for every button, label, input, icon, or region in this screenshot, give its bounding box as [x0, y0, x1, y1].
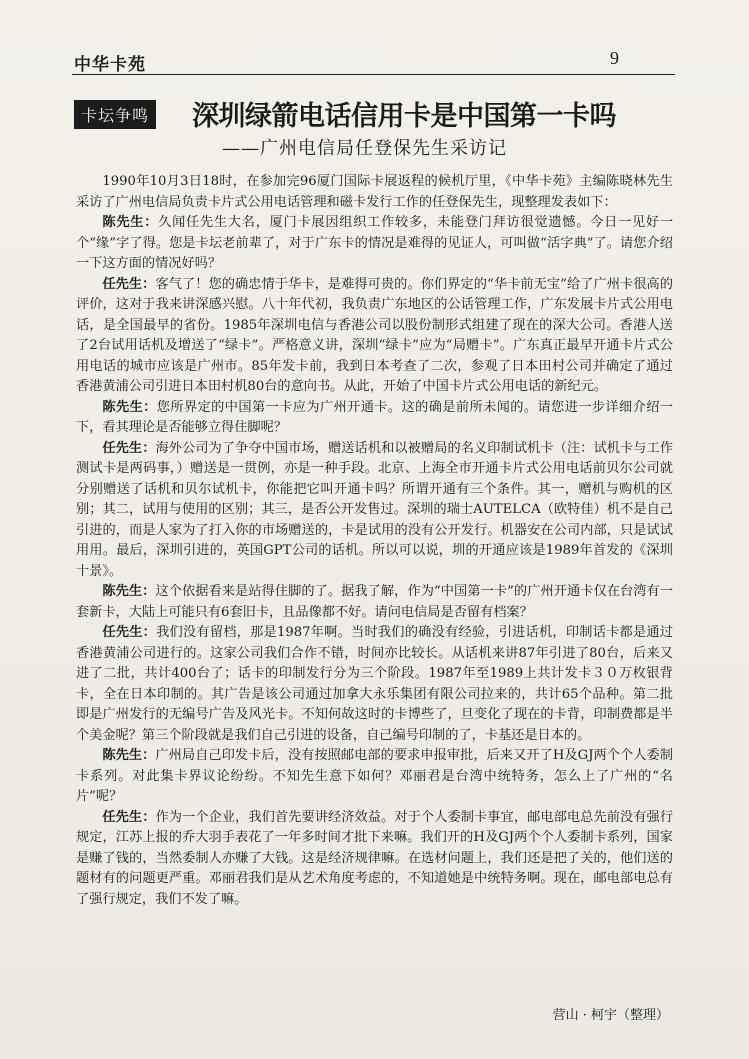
speaker-label: 任先生： — [102, 809, 156, 825]
article-title: 深圳绿箭电话信用卡是中国第一卡吗 — [192, 101, 616, 132]
paragraph-text: 客气了！您的确忠情于华卡，是难得可贵的。你们界定的“华卡前无宝”给了广州卡很高的评价，这对于我来讲深感兴慰。八十年代初，我负责广东地区的公话管理工作，广东发展卡片式公用电话，是全国最早的省份。1985年深圳电信与香港公司以股份制形式组建了现在的深大公司。香港人送了2台试用话机及增送了“绿卡”。严格意义讲，深圳“绿卡”应为“局赠卡”。广东真正最早开通卡片式公用电话的城市应该是广州市。85年发卡前，我到日本考查了二次，参观了日本田村公司并确定了通过香港黄浦公司引进日本田村机80台的意向书。从此，开始了中国卡片式公用电话的新纪元。 — [76, 276, 674, 394]
paragraph — [76, 275, 673, 398]
speaker-label: 陈先生： — [102, 215, 159, 230]
speaker-label: 陈先生： — [102, 399, 157, 415]
speaker-label: 任先生： — [102, 440, 156, 456]
page-number: 9 — [610, 48, 619, 68]
paragraph — [76, 623, 673, 746]
paragraph-text: 您所界定的中国第一卡应为广州开通卡。这的确是前所未闻的。请您进一步详细介绍一下，看其理论是否能够立得住脚呢？ — [76, 399, 674, 435]
speaker-label: 陈先生： — [102, 584, 156, 599]
paragraph-text: 这个依据看来是站得住脚的了。据我了解，作为“中国第一卡”的广州开通卡仅在台湾有一套新卡，大陆上可能只有6套旧卡，且品像都不好。请问电信局是否留有档案？ — [76, 584, 674, 620]
paragraph-text: 久闻任先生大名，厦门卡展因组织工作较多，未能登门拜访很觉遗憾。今日一见好一个“缘”字了得。您是卡坛老前辈了，对于广东卡的情况是难得的见证人，可叫做“活字典”了。请您介绍一下这方面的情况好吗？ — [76, 215, 674, 271]
page-header — [72, 48, 675, 75]
paragraph-text: 我们没有留档，那是1987年啊。当时我们的确没有经验，引进话机，印制话卡都是通过香港黄浦公司进行的。这家公司我们合作不错，时间亦比较长。从话机来讲87年引进了80台，后来又进了二批，共计400台了；话卡的印制发行分为三个阶段。1987年至1989上共计发卡３０万枚银背卡，全在日本印制的。其广告是该公司通过加拿大永乐集团有限公司拉来的，共计65个品种。第二批即是广州发行的无编号广告及风光卡。不知何故这时的卡博些了，旦变化了现在的卡背，印制费都是半个美金呢？第三个阶段就是我们自己引进的设备，自己编号印制的了，卡基还是日本的。 — [76, 625, 674, 743]
article-body — [76, 172, 673, 910]
article-credit: 营山 · 柯宇（整理） — [552, 1008, 669, 1023]
intro-paragraph: 1990年10月3日18时，在参加完96厦门国际卡展返程的候机厅里，《中华卡苑》主编陈晓林先生采访了广州电信局负责卡片式公用电话管理和磁卡发行工作的任登保先生，现整理发表如下： — [76, 174, 673, 210]
paragraph — [76, 582, 673, 623]
paragraph — [76, 808, 673, 911]
article-title-row — [72, 94, 682, 130]
paragraph-text: 广州局自己印发卡后，没有按照邮电部的要求申报审批，后来又开了H及GJ两个个人委制卡系列。对此集卡界议论纷纷。不知先生意下如何？邓丽君是台湾中统特务，怎么上了广州的“名片”呢？ — [76, 748, 673, 804]
paragraph — [76, 746, 673, 808]
speaker-label: 任先生： — [102, 276, 156, 292]
article-subtitle: ——广州电信局任登保先生采访记 — [222, 138, 507, 159]
speaker-label: 任先生： — [102, 625, 157, 640]
speaker-label: 陈先生： — [102, 748, 156, 763]
paragraph — [76, 213, 673, 275]
paragraph-text: 海外公司为了争夺中国市场，赠送话机和以被赠局的名义印制试机卡（注：试机卡与工作测试卡是两码事，）赠送是一贯例，亦是一种手段。北京、上海全市开通卡片式公用电话前贝尔公司就分别赠送了话机和贝尔试机卡，你能把它叫开通卡吗？所谓开通有三个条件。其一，赠机与购机的区别；其二，试用与使用的区别；其三，是否公开发售过。深圳的瑞士AUTELCA（欧特佳）机不是自己引进的，而是人家为了打入你的市场赠送的，卡是试用的没有公开发行。机器安在公司内部，只是试试用用。最后，深圳引进的，英国GPT公司的话机。所以可以说，圳的开通应该是1989年首发的《深圳十景》。 — [76, 440, 674, 579]
section-badge: 卡坛争鸣 — [74, 100, 156, 129]
paragraph-text: 作为一个企业，我们首先要讲经济效益。对于个人委制卡事宜，邮电部电总先前没有强行规定，江苏上报的乔大羽手表花了一年多时间才批下来嘛。我们开的H及GJ两个个人委制卡系列，国家是赚了钱的，当然委制人亦赚了大钱。这是经济规律嘛。在选材问题上，我们还是把了关的，他们送的题材有的问题更严重。邓丽君我们是从艺术角度考虑的，不知道她是中统特务啊。现在，邮电部电总有了强行规定，我们不发了嘛。 — [76, 809, 674, 907]
paragraph — [76, 398, 673, 439]
journal-name: 中华卡苑 — [74, 55, 146, 75]
paragraph — [76, 439, 673, 583]
